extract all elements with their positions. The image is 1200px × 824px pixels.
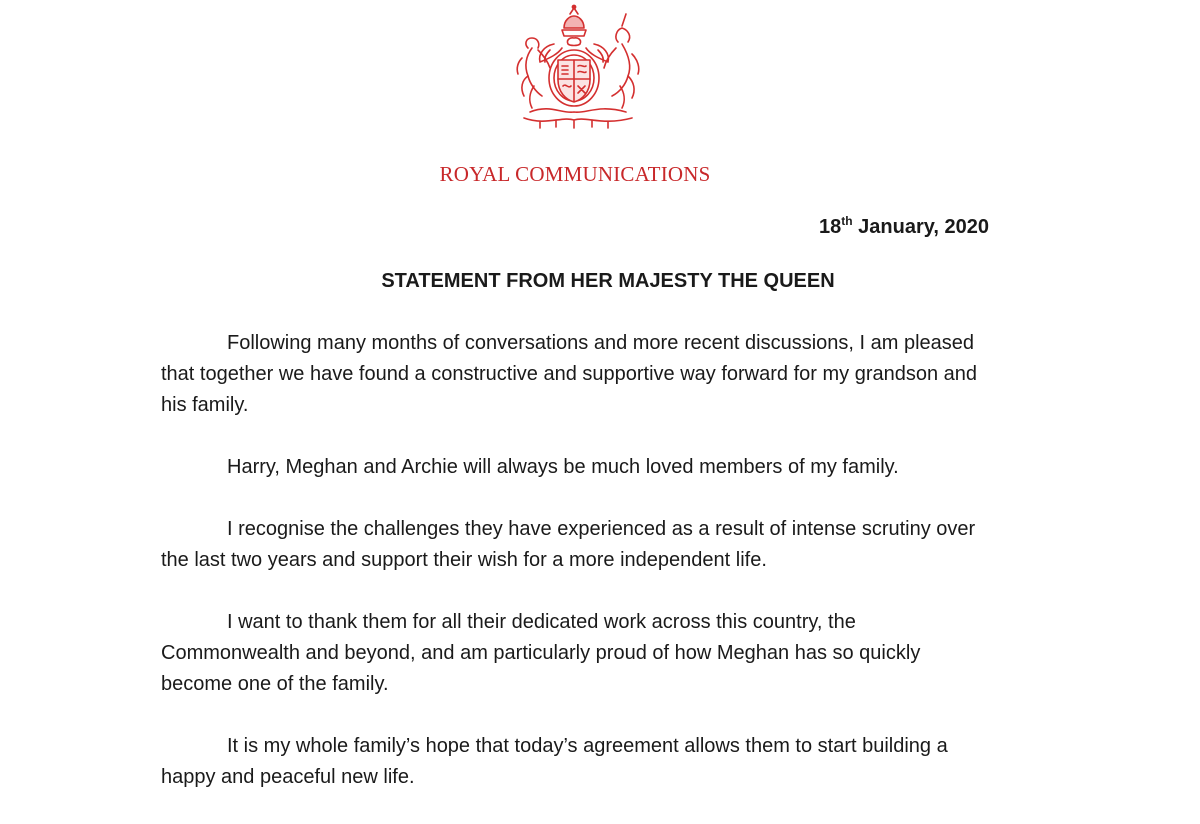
statement-body — [161, 328, 991, 824]
royal-coat-of-arms-icon — [510, 4, 646, 130]
office-name: ROYAL COMMUNICATIONS — [439, 162, 711, 186]
paragraph: I want to thank them for all their dedicated work across this country, the Commonwealth and beyond, and am particularly proud of how Meghan has so quickly become one of the family. — [161, 611, 921, 695]
paragraph: I recognise the challenges they have experienced as a result of intense scrutiny over the last two years and support their wish for a more independent life. — [161, 518, 976, 571]
statement-heading: STATEMENT FROM HER MAJESTY THE QUEEN — [381, 270, 835, 292]
statement-date — [819, 216, 989, 239]
date-ordinal: th — [841, 214, 853, 228]
paragraph: It is my whole family’s hope that today’s agreement allows them to start building a happy and peaceful new life. — [161, 735, 948, 788]
paragraph: Following many months of conversations and more recent discussions, I am pleased that together we have found a constructive and supportive way forward for my grandson and his family. — [161, 332, 978, 416]
date-day: 18 — [819, 216, 842, 238]
date-month-year: January, 2020 — [852, 216, 989, 238]
paragraph: Harry, Meghan and Archie will always be much loved members of my family. — [227, 456, 899, 478]
